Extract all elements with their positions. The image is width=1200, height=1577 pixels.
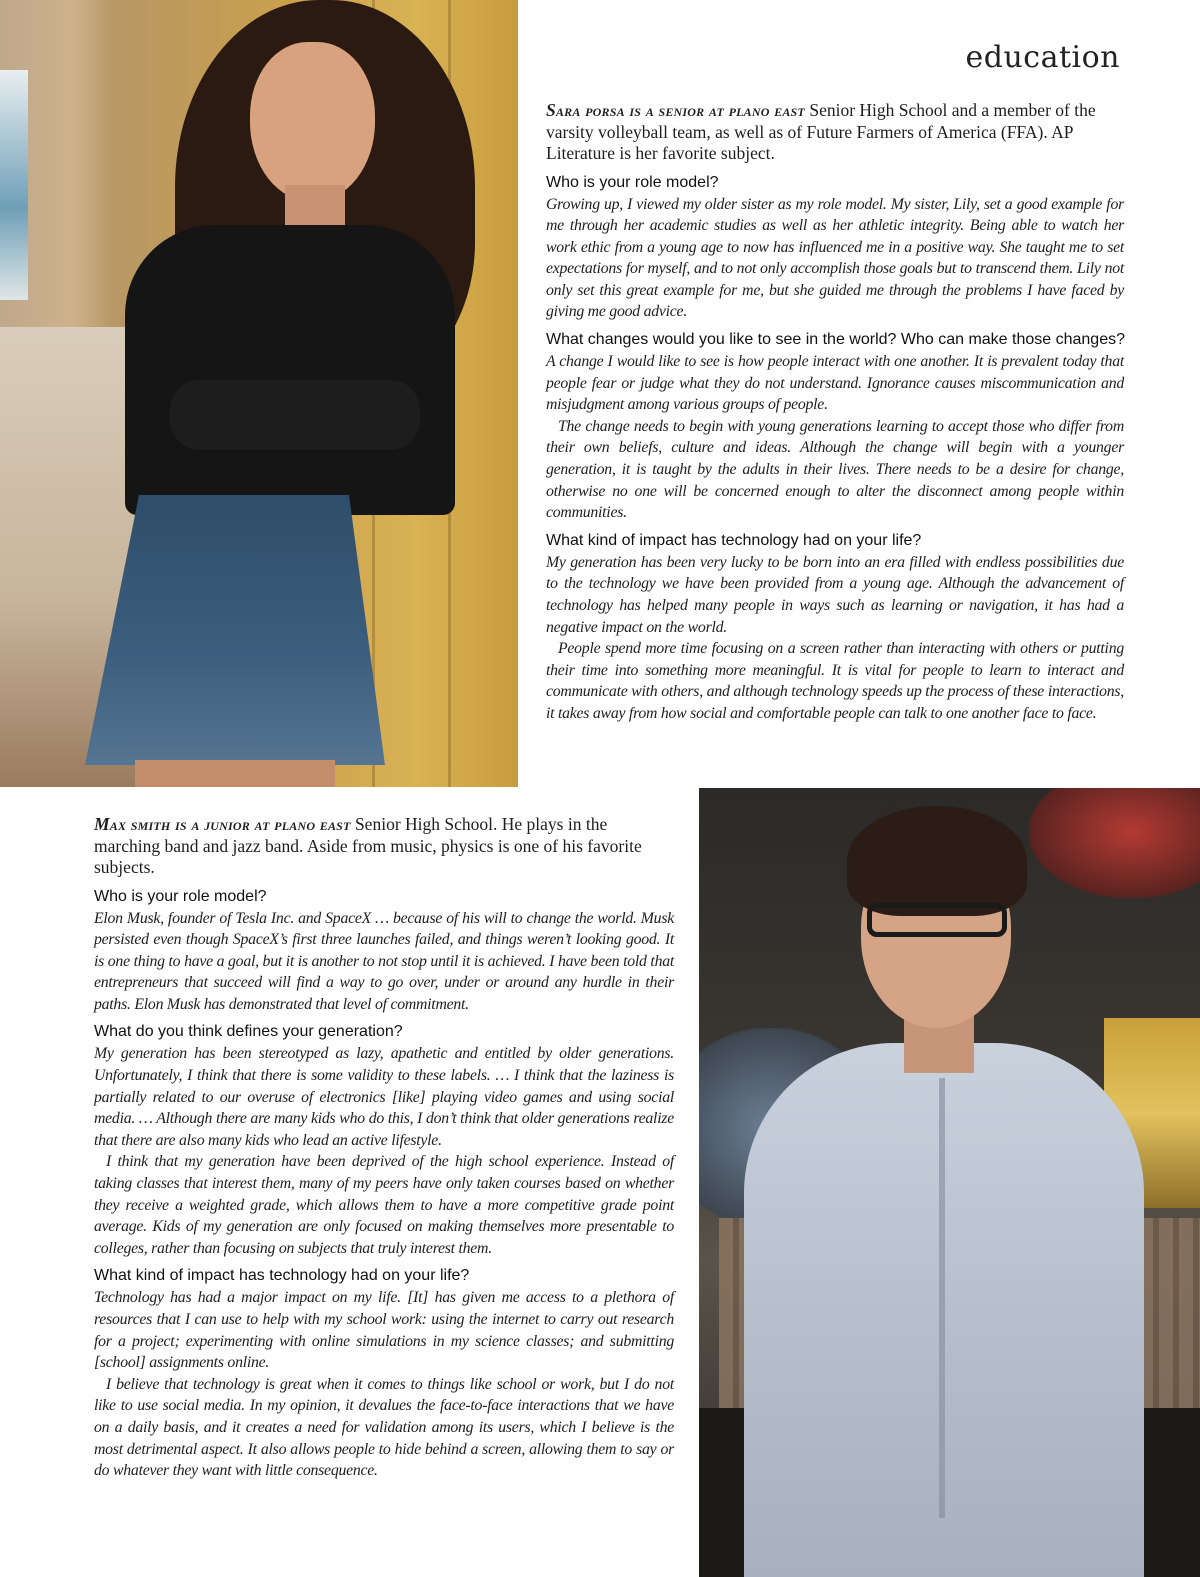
figure-face — [250, 42, 375, 202]
figure-legs — [135, 760, 335, 787]
answer-paragraph: Technology has had a major impact on my life. [It] has given me access to a plethora of resources that I can use to help with my school work: using the internet to carry out research for a project; experimenting with online simulations in my science classes; and submitting [school] assignments online. — [94, 1289, 674, 1372]
intro-lead: Max smith is a junior at plano east — [94, 814, 351, 834]
question-heading: Who is your role model? — [94, 887, 267, 905]
figure-hair — [847, 806, 1027, 916]
qa-block — [546, 330, 1124, 524]
intro-text: Senior High School. He plays in the marching band and jazz band. Aside from music, physics is one of his favorite subjects. — [94, 814, 642, 877]
intro-lead: Sara porsa is a senior at plano east — [546, 100, 805, 120]
figure-sweater — [125, 225, 455, 515]
article-sara — [546, 100, 1124, 732]
article-intro — [546, 100, 1124, 165]
photo-sara-porsa — [0, 0, 518, 787]
hallway-window — [0, 70, 28, 300]
photo-max-smith — [699, 788, 1200, 1577]
answer-paragraph: My generation has been stereotyped as lazy, apathetic and entitled by older generations. Unfortunately, I think that there is some validity to these labels. … I think that the laziness is partially related to our overuse of electronics [like] playing video games and using social media. … Although there are many kids who do this, I don’t think that older generations realize that there are also many kids who lead an active lifestyle. — [94, 1045, 674, 1149]
answer-paragraph: A change I would like to see is how people interact with one another. It is prevalent today that people fear or judge what they do not understand. Ignorance causes miscommunication and misjudgment among various groups of people. — [546, 353, 1124, 414]
answer-paragraph: People spend more time focusing on a screen rather than interacting with others or putting their time into something more meaningful. It is vital for people to learn to interact and communicate with others, and although technology speeds up the process of these interactions, it takes away from how social and comfortable people can talk to one another face to face. — [546, 640, 1124, 722]
section-label: education — [965, 40, 1120, 75]
qa-block — [94, 1022, 674, 1259]
answer-paragraph: Growing up, I viewed my older sister as my role model. My sister, Lily, set a good example for me through her academic studies as well as her athletic integrity. Being able to watch her work ethic from a young age to now has influenced me in a positive way. She taught me to set expectations for myself, and to not only accomplish those goals but to transcend them. Lily not only set this great example for me, but she guided me through the problems I have faced by giving me good advice. — [546, 195, 1124, 321]
glasses-icon — [867, 903, 1007, 937]
qa-block — [94, 887, 674, 1016]
mural-detail — [1029, 788, 1200, 898]
intro-text: Senior High School and a member of the varsity volleyball team, as well as of Future Farmers of America (FFA). AP Literature is her favorite subject. — [546, 100, 1096, 163]
qa-block — [94, 1266, 674, 1481]
qa-block — [546, 531, 1124, 725]
figure-crossed-arms — [170, 380, 420, 450]
answer-paragraph: I believe that technology is great when it comes to things like school or work, but I do not like to use social media. In my opinion, it devalues the face-to-face interactions that we have on a daily basis, and it creates a need for validation among its users, which I believe is the most detrimental aspect. It also allows people to hide behind a screen, allowing them to say or do whatever they want with little consequence. — [94, 1375, 674, 1480]
question-heading: What changes would you like to see in the world? Who can make those changes? — [546, 331, 1125, 349]
article-max — [94, 814, 674, 1489]
shirt-placket — [939, 1078, 945, 1518]
answer-paragraph: Elon Musk, founder of Tesla Inc. and SpaceX … because of his will to change the world. Musk persisted even though SpaceX’s first three launches failed, and things weren’t looking good. It is one thing to have a goal, but it is another to not stop until it is achieved. I have been told that entrepreneurs that succeed will find a way to go over, under or around any hurdle in their paths. Elon Musk has demonstrated that level of commitment. — [94, 909, 674, 1013]
question-heading: What kind of impact has technology had on your life? — [94, 1267, 470, 1285]
question-heading: Who is your role model? — [546, 173, 719, 191]
question-heading: What kind of impact has technology had on your life? — [546, 531, 922, 549]
answer-paragraph: My generation has been very lucky to be born into an era filled with endless possibilities due to the technology we have been provided from a young age. Although the advancement of technology has helped many people in ways such as learning or navigation, it has had a negative impact on the world. — [546, 553, 1124, 636]
qa-block — [546, 173, 1124, 324]
question-heading: What do you think defines your generation? — [94, 1023, 403, 1041]
answer-paragraph: I think that my generation have been deprived of the high school experience. Instead of taking classes that interest them, many of my peers have only taken courses based on whether they receive a weighted grade, which allows them to have a more competitive grade point average. Kids of my generation are only focused on making themselves more presentable to colleges, rather than focusing on subjects that truly interest them. — [94, 1153, 674, 1257]
article-intro — [94, 814, 674, 879]
answer-paragraph: The change needs to begin with young generations learning to accept those who differ from their own beliefs, culture and ideas. Although the change will begin with a younger generation, it is taught by the adults in their lives. There needs to be a desire for change, otherwise no one will be concerned enough to alter the disconnect among people within communities. — [546, 417, 1124, 522]
